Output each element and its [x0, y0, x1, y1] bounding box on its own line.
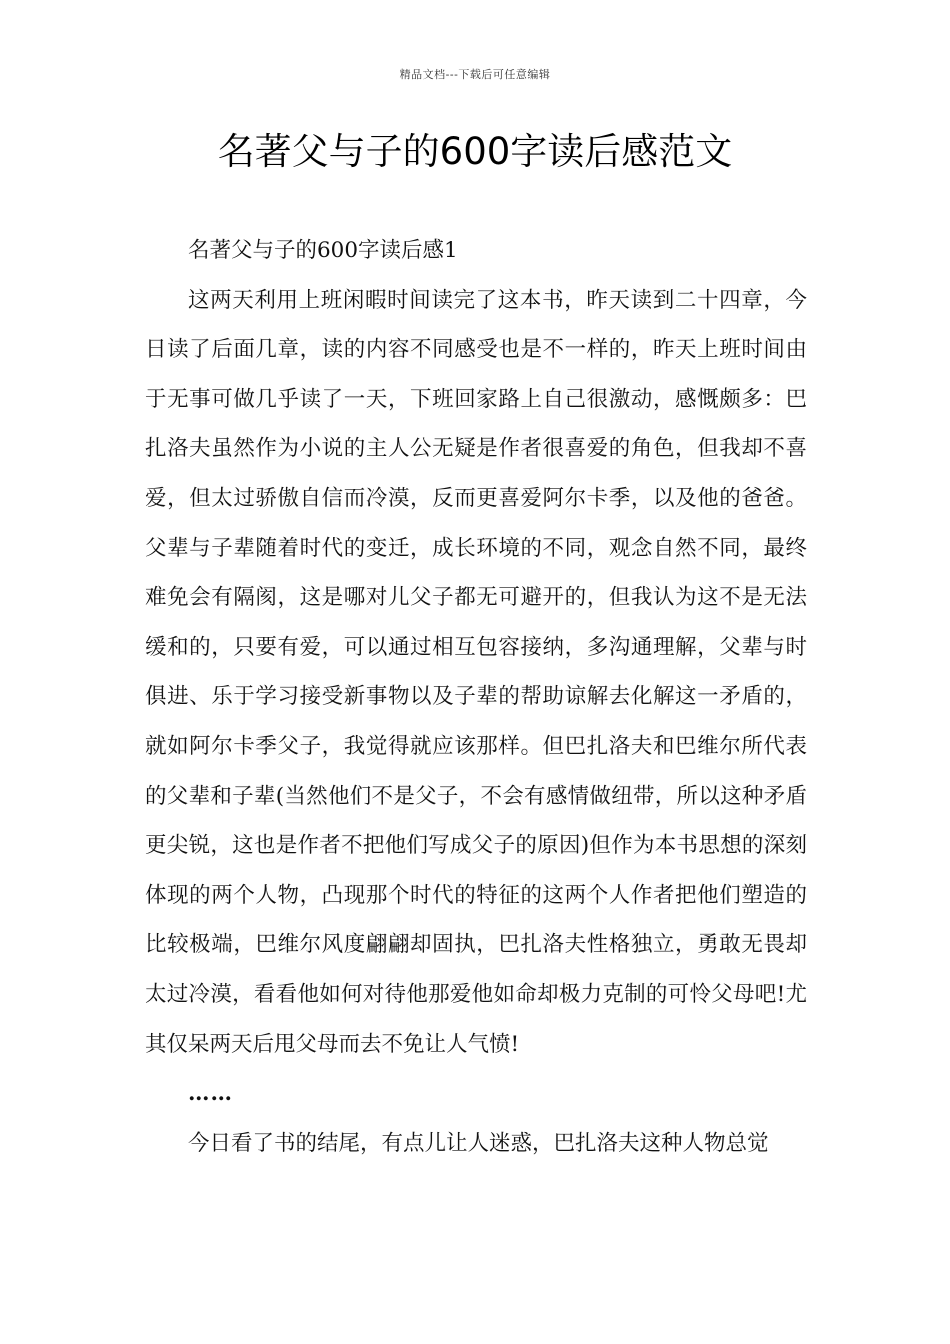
body-paragraph: 这两天利用上班闲暇时间读完了这本书，昨天读到二十四章，今日读了后面几章，读的内容不同感受也是不一样的，昨天上班时间由于无事可做几乎读了一天，下班回家路上自己很激动，感慨颇多：巴扎洛夫虽然作为小说的主人公无疑是作者很喜爱的角色，但我却不喜爱，但太过骄傲自信而冷漠，反而更喜爱阿尔卡季，以及他的爸爸。父辈与子辈随着时代的变迁，成长环境的不同，观念自然不同，最终难免会有隔阂，这是哪对儿父子都无可避开的，但我认为这不是无法缓和的，只要有爱，可以通过相互包容接纳，多沟通理解，父辈与时俱进、乐于学习接受新事物以及子辈的帮助谅解去化解这一矛盾的，就如阿尔卡季父子，我觉得就应该那样。但巴扎洛夫和巴维尔所代表的父辈和子辈(当然他们不是父子，不会有感情做纽带，所以这种矛盾更尖锐，这也是作者不把他们写成父子的原因)但作为本书思想的深刻体现的两个人物，凸现那个时代的特征的这两个人作者把他们塑造的比较极端，巴维尔风度翩翩却固执，巴扎洛夫性格独立，勇敢无畏却太过冷漠，看看他如何对待他那爱他如命却极力克制的可怜父母吧!尤其仅呆两天后甩父母而去不免让人气愤!	[145, 287, 807, 1057]
document-body	[145, 226, 807, 1168]
body-paragraph: 今日看了书的结尾，有点儿让人迷惑，巴扎洛夫这种人物总觉	[188, 1130, 769, 1156]
document-title: 名著父与子的600字读后感范文	[217, 130, 733, 173]
ellipsis-separator: ……	[188, 1081, 233, 1107]
section-heading: 名著父与子的600字读后感1	[188, 238, 458, 263]
header-note: 精品文档---下载后可任意编辑	[399, 68, 551, 81]
